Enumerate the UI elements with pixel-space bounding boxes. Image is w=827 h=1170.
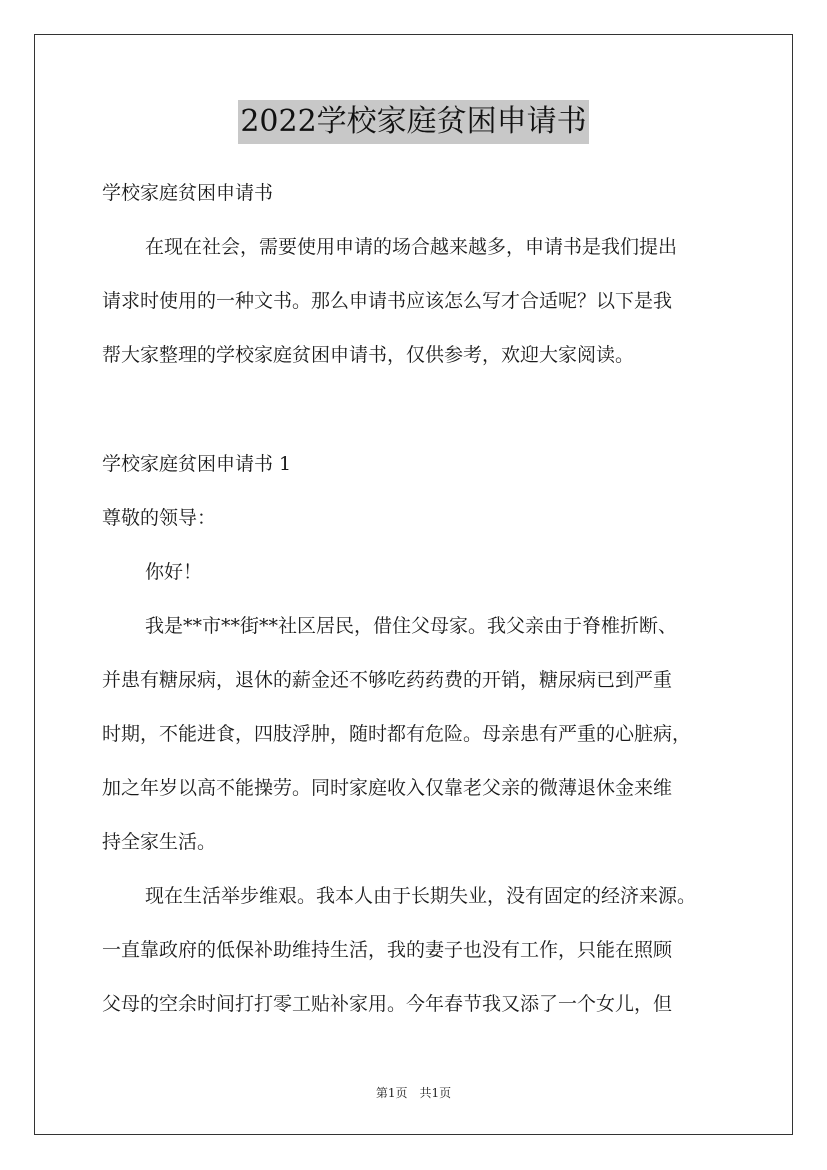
paragraph1-line-2: 并患有糖尿病，退休的薪金还不够吃药药费的开销，糖尿病已到严重 (102, 669, 673, 691)
intro-line-1: 在现在社会，需要使用申请的场合越来越多，申请书是我们提出 (145, 236, 678, 258)
paragraph2-line-3: 父母的空余时间打打零工贴补家用。今年春节我又添了一个女儿，但 (102, 993, 673, 1015)
page-number: 第1页 (375, 1086, 408, 1100)
document-title: 2022学校家庭贫困申请书 (238, 100, 588, 144)
intro-line-2: 请求时使用的一种文书。那么申请书应该怎么写才合适呢？以下是我 (102, 290, 673, 312)
intro-line-3: 帮大家整理的学校家庭贫困申请书，仅供参考，欢迎大家阅读。 (102, 344, 635, 366)
page-footer (0, 1084, 827, 1101)
paragraph1-line-5: 持全家生活。 (102, 831, 217, 853)
page-total: 共1页 (419, 1086, 452, 1100)
paragraph2-line-1: 现在生活举步维艰。我本人由于长期失业，没有固定的经济来源。 (145, 885, 697, 907)
greeting: 你好！ (145, 561, 203, 583)
paragraph1-line-1: 我是**市**街**社区居民，借住父母家。我父亲由于脊椎折断、 (145, 615, 678, 637)
paragraph1-line-3: 时期，不能进食，四肢浮肿，随时都有危险。母亲患有严重的心脏病， (102, 723, 692, 745)
salutation: 尊敬的领导： (102, 507, 217, 529)
section-heading: 学校家庭贫困申请书 1 (102, 453, 292, 475)
paragraph2-line-2: 一直靠政府的低保补助维持生活，我的妻子也没有工作，只能在照顾 (102, 939, 673, 961)
title-container (0, 100, 827, 144)
subtitle: 学校家庭贫困申请书 (102, 182, 274, 204)
paragraph1-line-4: 加之年岁以高不能操劳。同时家庭收入仅靠老父亲的微薄退休金来维 (102, 777, 673, 799)
